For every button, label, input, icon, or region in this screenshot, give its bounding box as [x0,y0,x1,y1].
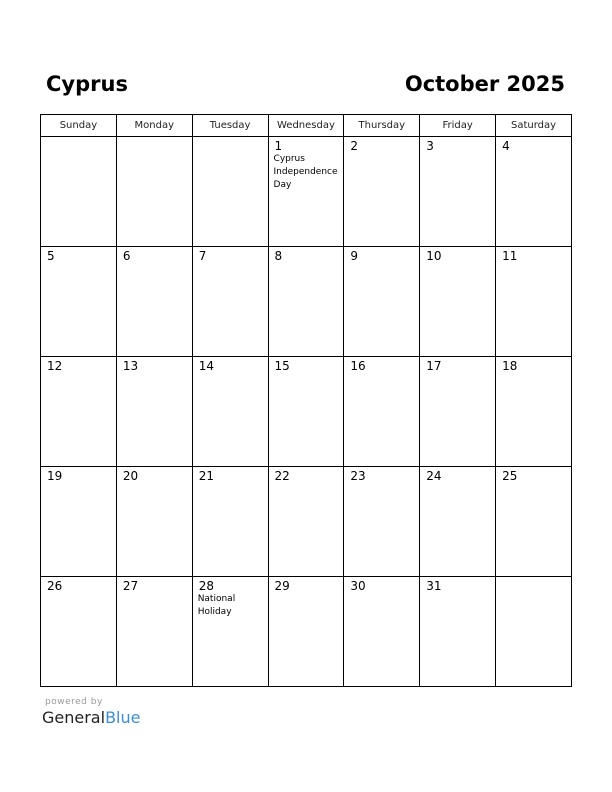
day-number: 18 [502,359,518,373]
day-cell [344,137,420,247]
weekday-header: Wednesday [268,115,344,137]
brand-logo-part2: Blue [105,708,141,727]
day-number: 23 [350,469,366,483]
week-row [41,577,572,687]
day-cell [496,247,572,357]
day-number: 21 [198,469,214,483]
day-number: 16 [350,359,366,373]
day-cell [268,577,344,687]
day-number: 1 [274,139,283,153]
calendar-grid [40,114,572,687]
month-year-title: October 2025 [404,72,565,96]
weekday-header: Tuesday [192,115,268,137]
day-cell [496,357,572,467]
day-cell [496,577,572,687]
day-number: 19 [47,469,63,483]
day-number: 22 [274,469,290,483]
day-number: 11 [502,249,518,263]
day-cell [41,357,117,467]
day-cell [192,577,268,687]
day-cell [268,247,344,357]
day-cell [496,137,572,247]
day-cell [420,247,496,357]
day-cell [41,577,117,687]
day-cell [268,137,344,247]
weekday-header: Sunday [41,115,117,137]
day-cell [116,137,192,247]
day-number: 2 [350,139,359,153]
day-cell [41,137,117,247]
day-number: 5 [47,249,55,263]
day-number: 30 [350,579,366,593]
day-number: 15 [274,359,290,373]
day-number: 25 [502,469,518,483]
weekday-header-row [41,115,572,137]
day-number: 26 [47,579,63,593]
day-cell [192,467,268,577]
weekday-header: Saturday [496,115,572,137]
week-row [41,357,572,467]
day-number: 12 [47,359,63,373]
day-number: 4 [502,139,510,153]
day-number: 20 [122,469,139,483]
week-row [41,467,572,577]
day-number [117,137,192,139]
day-cell [41,467,117,577]
day-number: 10 [426,249,442,263]
day-cell [344,247,420,357]
day-number: 27 [122,579,139,593]
day-cell [420,467,496,577]
day-number: 29 [274,579,290,593]
day-cell [496,467,572,577]
day-cell [420,577,496,687]
brand-logo-part1: General [42,708,106,727]
weekday-header: Friday [420,115,496,137]
day-cell [268,357,344,467]
week-row [41,247,572,357]
day-cell [116,247,192,357]
powered-by-text: powered by [45,697,103,707]
country-title: Cyprus [46,72,128,96]
weekday-header: Monday [116,115,192,137]
holiday-label: National Holiday [197,594,236,617]
day-number: 8 [274,249,283,263]
day-number: 3 [426,139,434,153]
day-number: 31 [426,579,442,593]
day-number: 13 [122,359,139,373]
day-number: 14 [198,359,214,373]
day-number: 24 [426,469,442,483]
day-cell [420,137,496,247]
day-cell [192,357,268,467]
day-number: 28 [198,579,214,593]
day-cell [192,247,268,357]
day-number: 6 [122,249,131,263]
day-cell [344,577,420,687]
day-number [193,137,268,139]
day-cell [116,577,192,687]
brand-logo [42,708,140,728]
day-cell [344,357,420,467]
day-number: 9 [350,249,359,263]
day-cell [41,247,117,357]
day-cell [116,467,192,577]
day-cell [420,357,496,467]
weekday-header: Thursday [344,115,420,137]
week-row [41,137,572,247]
day-cell [268,467,344,577]
day-number [41,137,116,139]
day-cell [192,137,268,247]
holiday-label: Cyprus Independence Day [273,154,338,190]
day-number [496,577,571,579]
day-cell [344,467,420,577]
day-number: 17 [426,359,442,373]
day-cell [116,357,192,467]
day-number: 7 [198,249,207,263]
